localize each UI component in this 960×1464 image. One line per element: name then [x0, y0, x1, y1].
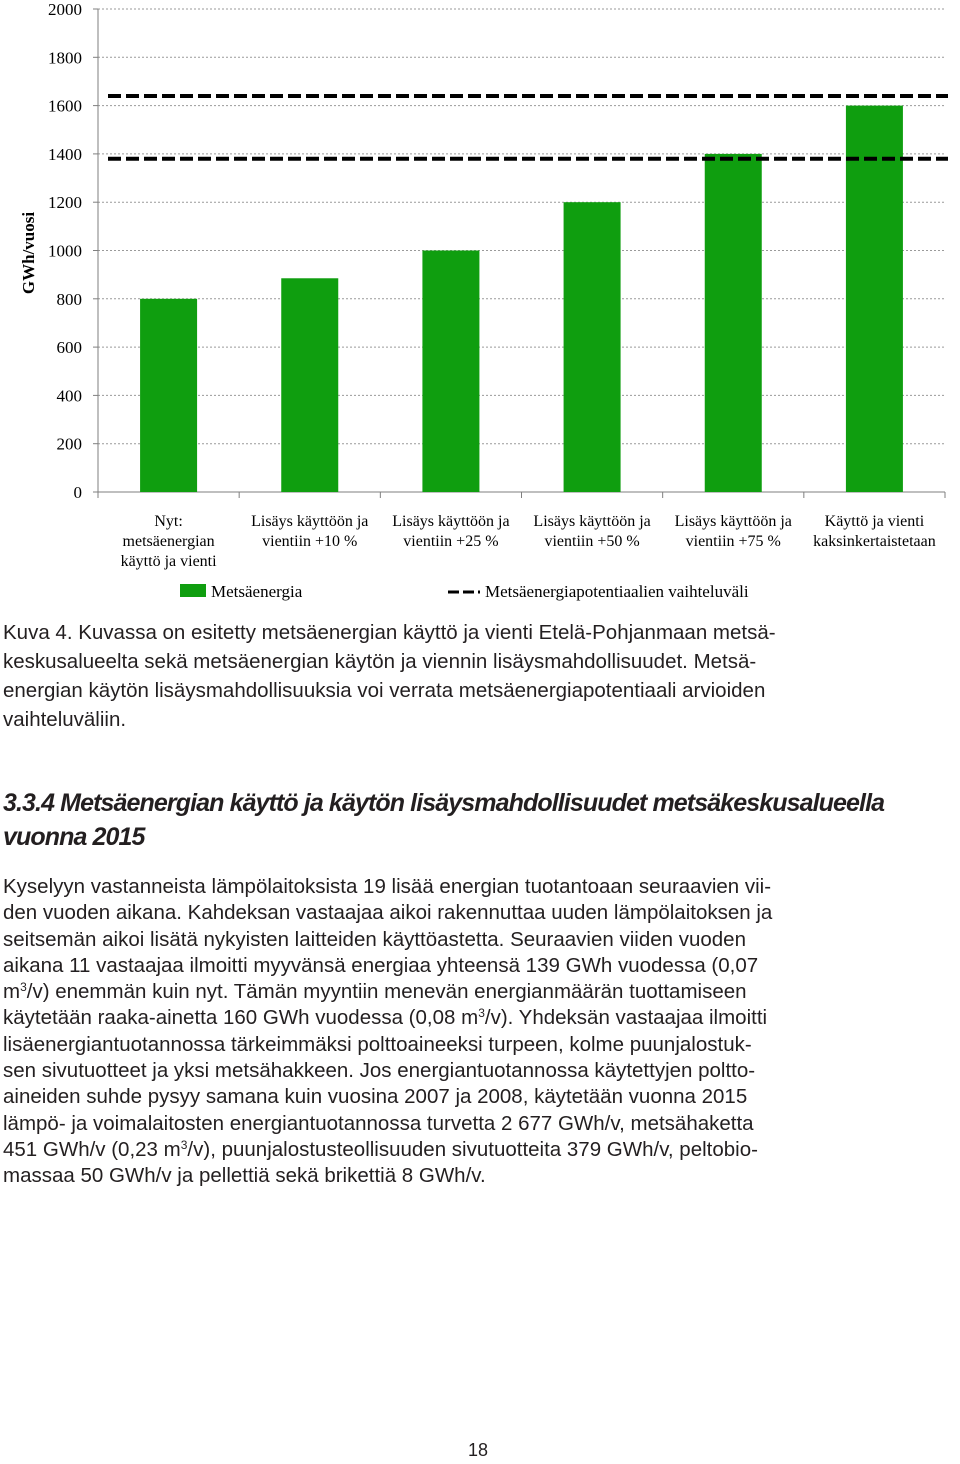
- body-text: /v), puunjalostusteollisuuden sivutuotteita 379 GWh/v, peltobio-: [187, 1137, 758, 1161]
- body-line: lisäenergiantuotannossa tärkeimmäksi polttoaineeksi turpeen, kolme puunjalostuk-: [3, 1032, 752, 1056]
- chart-axes: [98, 9, 945, 498]
- bar: [140, 299, 197, 492]
- x-tick-label: Nyt: metsäenergian käyttö ja vienti: [120, 513, 217, 570]
- y-tick-label: 1400: [48, 144, 82, 164]
- section-number: 3.3.4: [3, 789, 55, 817]
- y-axis-label: GWh/vuosi: [19, 211, 38, 295]
- body-paragraph: [3, 874, 955, 1190]
- body-text: käytetään raaka-ainetta 160 GWh vuodessa (0,08 m: [3, 1006, 479, 1030]
- body-line: [3, 979, 955, 1005]
- unit-text: m: [3, 980, 21, 1004]
- caption-line: energian käytön lisäysmahdollisuuksia voi verrata metsäenergiapotentiaali arvioiden: [3, 679, 766, 702]
- y-tick-label: 800: [56, 289, 82, 309]
- body-line: [3, 1005, 955, 1031]
- bar: [422, 251, 479, 493]
- unit-superscript: 3: [180, 1137, 188, 1152]
- body-line: aikana 11 vastaajaa ilmoitti myyvänsä energiaa yhteensä 139 GWh vuodessa (0,07: [3, 953, 759, 977]
- x-tick-label: Lisäys käyttöön ja vientiin +50 %: [533, 513, 651, 550]
- caption-line: vaihteluväliin.: [3, 708, 127, 731]
- unit-superscript: 3: [478, 1006, 485, 1021]
- body-line: seitsemän aikoi lisätä nykyisten laitteiden käyttöastetta. Seuraavien viiden vuoden: [3, 927, 746, 951]
- y-tick-label: 600: [56, 338, 82, 358]
- x-tick-label: Lisäys käyttöön ja vientiin +75 %: [674, 513, 792, 550]
- figure-caption: [3, 618, 955, 734]
- y-tick-label: 400: [56, 386, 82, 406]
- legend-label-potential: Metsäenergiapotentiaalien vaihteluväli: [485, 582, 749, 601]
- body-text: 451 GWh/v (0,23 m: [3, 1137, 181, 1161]
- body-text: /v) enemmän kuin nyt. Tämän myyntiin menevän energianmäärän tuottamiseen: [26, 980, 747, 1004]
- y-axis-ticks: [48, 0, 98, 502]
- y-tick-label: 1000: [48, 241, 82, 261]
- y-tick-label: 1200: [48, 193, 82, 213]
- y-tick-label: 1600: [48, 96, 82, 116]
- caption-line: Kuva 4. Kuvassa on esitetty metsäenergian käyttö ja vienti Etelä-Pohjanmaan metsä-: [3, 621, 776, 644]
- body-line: Kyselyyn vastanneista lämpölaitoksista 19 lisää energian tuotantoaan seuraavien vii-: [3, 875, 772, 898]
- y-tick-label: 200: [56, 434, 82, 454]
- section-heading: [3, 786, 955, 854]
- y-tick-label: 2000: [48, 0, 82, 19]
- legend-label-metsaenergia: Metsäenergia: [211, 582, 303, 601]
- bar-chart: [0, 0, 960, 610]
- bar: [281, 278, 338, 492]
- body-line: sen sivutuotteet ja yksi metsähakkeen. Jos energiantuotannossa käytettyjen poltto-: [3, 1059, 756, 1083]
- x-tick-label: Lisäys käyttöön ja vientiin +10 %: [251, 513, 369, 550]
- y-tick-label: 0: [73, 483, 82, 502]
- section-title-line1: Metsäenergian käyttö ja käytön lisäysmahdollisuudet metsäkeskusalueella: [60, 789, 885, 817]
- legend-swatch-bar: [180, 584, 206, 597]
- x-tick-label: Lisäys käyttöön ja vientiin +25 %: [392, 513, 510, 550]
- body-line: aineiden suhde pysyy samana kuin vuosina 2007 ja 2008, käytetään vuonna 2015: [3, 1085, 748, 1109]
- y-tick-label: 1800: [48, 48, 82, 68]
- unit-superscript: 3: [20, 980, 27, 995]
- caption-line: keskusalueelta sekä metsäenergian käytön ja viennin lisäysmahdollisuudet. Metsä-: [3, 650, 757, 673]
- body-line: [3, 1137, 955, 1163]
- x-axis-labels: [121, 513, 936, 570]
- x-tick-label: Käyttö ja vienti kaksinkertaistetaan: [813, 513, 936, 550]
- chart-gridlines: [98, 9, 945, 444]
- body-line: lämpö- ja voimalaitosten energiantuotannossa turvetta 2 677 GWh/v, metsähaketta: [3, 1111, 754, 1135]
- section-title-line2: vuonna 2015: [3, 823, 145, 851]
- bar: [564, 202, 621, 492]
- page-number: 18: [467, 1440, 489, 1460]
- bar: [705, 154, 762, 492]
- bar: [846, 106, 903, 492]
- body-text: /v). Yhdeksän vastaajaa ilmoitti: [484, 1006, 768, 1030]
- chart-legend: [180, 582, 749, 601]
- body-line: den vuoden aikana. Kahdeksan vastaajaa aikoi rakennuttaa uuden lämpölaitoksen ja: [3, 901, 773, 925]
- body-line: massaa 50 GWh/v ja pellettiä sekä brikettiä 8 GWh/v.: [3, 1164, 486, 1188]
